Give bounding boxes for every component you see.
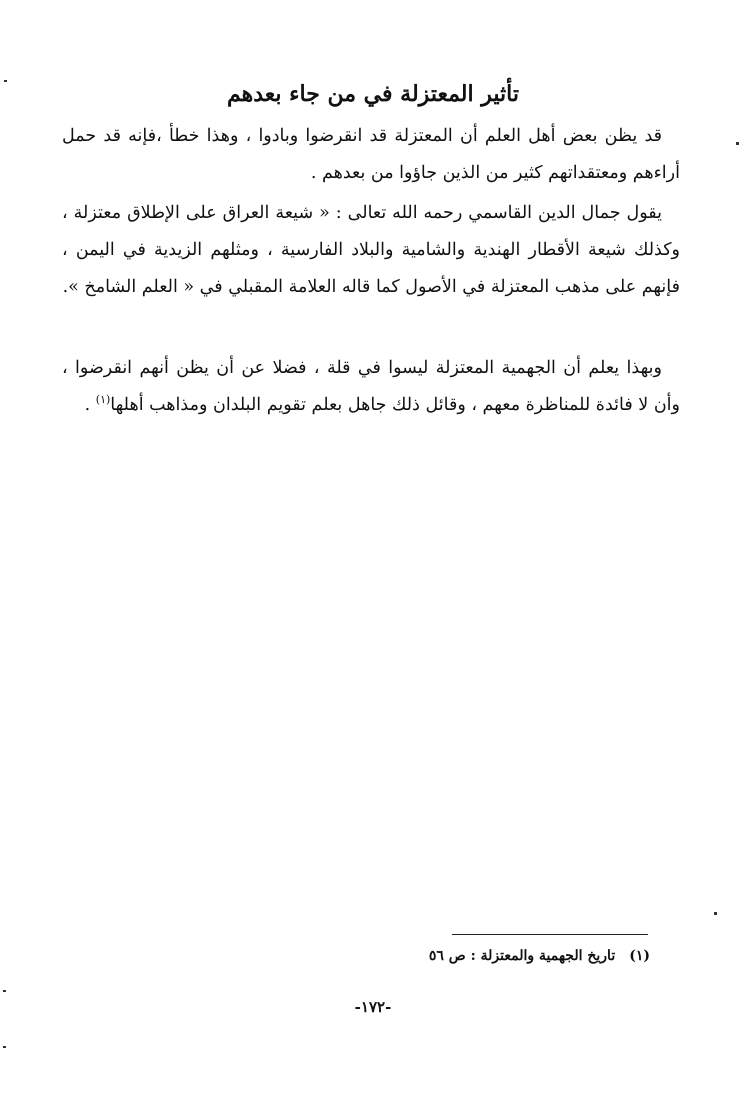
scan-speck: [714, 912, 717, 915]
footnote-number: (١): [629, 948, 650, 964]
scan-speck: [736, 142, 739, 145]
footnote: [330, 944, 650, 968]
footnote-divider: [452, 934, 648, 935]
chapter-title: تأثير المعتزلة في من جاء بعدهم: [226, 81, 519, 107]
footnote-reference: (١): [95, 393, 111, 407]
scan-speck: [3, 990, 6, 992]
page-number: -١٧٢-: [354, 998, 392, 1016]
scan-speck: [4, 80, 7, 82]
scan-speck: [3, 1046, 6, 1048]
footnote-text: تاريخ الجهمية والمعتزلة : ص ٥٦: [428, 948, 616, 964]
paragraph-3-end: .: [84, 395, 96, 415]
paragraph-3-text: وبهذا يعلم أن الجهمية المعتزلة ليسوا في قلة ، فضلا عن أن يظن أنهم انقرضوا ، وأن لا فائدة للمناظرة معهم ، وقائل ذلك جاهل بعلم تقويم البلدان ومذاهب أهلها: [62, 358, 680, 415]
paragraph-2: يقول جمال الدين القاسمي رحمه الله تعالى : « شيعة العراق على الإطلاق معتزلة ، وكذلك شيعة الأقطار الهندية والشامية والبلاد الفارسية ، ومثلهم الزيدية في اليمن ، فإنهم على مذهب المعتزلة في الأصول كما قاله العلامة المقبلي في « العلم الشامخ ».: [62, 203, 680, 297]
paragraph-3: [62, 350, 680, 424]
paragraph-1: قد يظن بعض أهل العلم أن المعتزلة قد انقرضوا وبادوا ، وهذا خطأ ،فإنه قد حمل أراءهم ومعتقداتهم كثير من الذين جاؤوا من بعدهم .: [62, 126, 680, 183]
